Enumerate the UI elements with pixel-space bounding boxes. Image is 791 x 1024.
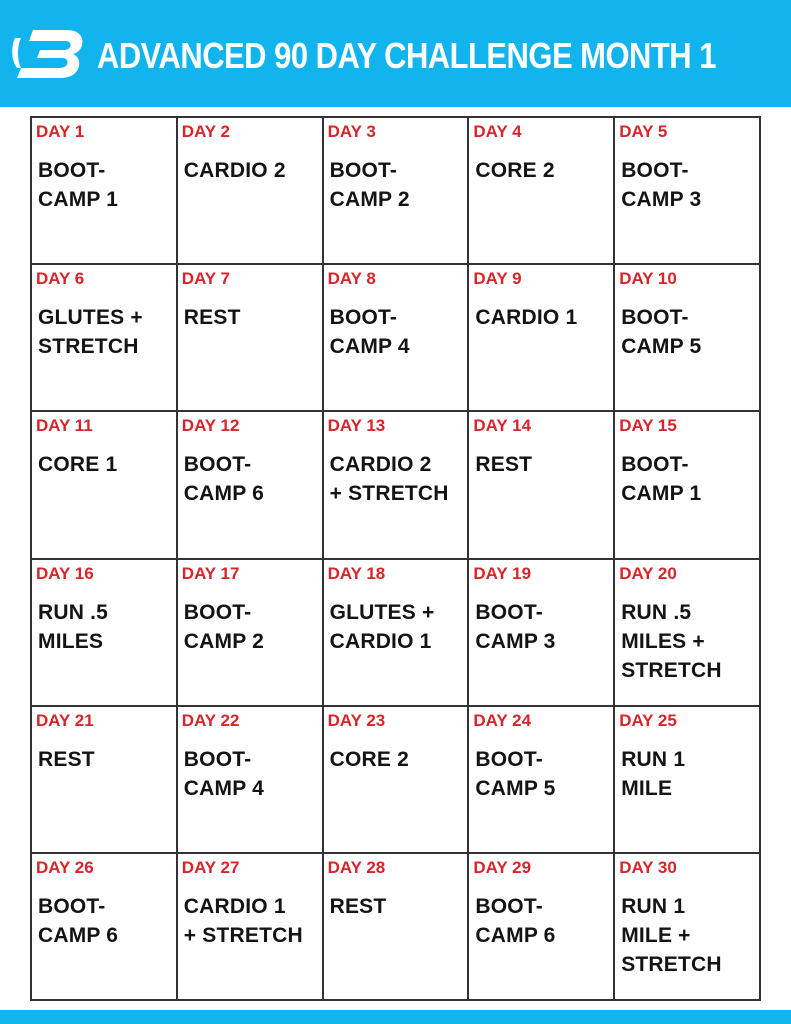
calendar-day-cell <box>324 118 470 265</box>
workout-label: GLUTES + STRETCH <box>38 306 143 359</box>
page-title: ADVANCED 90 DAY CHALLENGE MONTH 1 <box>97 35 716 76</box>
calendar-day-cell <box>615 854 761 1001</box>
workout-label: CARDIO 1 + STRETCH <box>183 894 303 947</box>
day-label: DAY 4 <box>473 122 522 141</box>
calendar-day-cell <box>324 854 470 1001</box>
day-label: DAY 29 <box>473 857 532 877</box>
calendar-day-cell <box>615 412 761 559</box>
workout-label: BOOT- CAMP 3 <box>621 159 702 211</box>
workout-label: RUN 1 MILE <box>621 747 686 800</box>
day-label: DAY 25 <box>619 710 677 730</box>
calendar-day-cell <box>178 118 324 265</box>
calendar-day-cell <box>178 707 324 854</box>
day-label: DAY 8 <box>327 269 376 289</box>
workout-label: BOOT- CAMP 5 <box>475 747 556 800</box>
day-label: DAY 22 <box>181 710 240 730</box>
calendar-day-cell <box>469 854 615 1001</box>
day-label: DAY 27 <box>181 857 240 877</box>
day-label: DAY 3 <box>327 122 376 141</box>
calendar-day-cell <box>469 265 615 412</box>
day-label: DAY 26 <box>36 857 94 877</box>
calendar-day-cell <box>324 265 470 412</box>
workout-label: BOOT- CAMP 4 <box>329 306 410 359</box>
day-label: DAY 21 <box>36 710 94 730</box>
day-label: DAY 10 <box>619 269 677 289</box>
workout-label: BOOT- CAMP 6 <box>38 894 119 947</box>
workout-label: CORE 1 <box>38 453 118 477</box>
day-label: DAY 16 <box>36 563 94 583</box>
day-label: DAY 20 <box>619 563 677 583</box>
workout-label: BOOT- CAMP 3 <box>475 600 556 653</box>
day-label: DAY 5 <box>619 122 668 141</box>
calendar-grid <box>30 116 761 1001</box>
calendar-day-cell <box>32 412 178 559</box>
day-label: DAY 28 <box>327 857 386 877</box>
workout-label: BOOT- CAMP 6 <box>475 894 556 947</box>
day-label: DAY 23 <box>327 710 386 730</box>
calendar-day-cell <box>469 412 615 559</box>
day-label: DAY 11 <box>36 416 93 436</box>
calendar-day-cell <box>32 854 178 1001</box>
day-label: DAY 12 <box>181 416 240 436</box>
workout-label: CORE 2 <box>475 159 555 182</box>
calendar-day-cell <box>615 118 761 265</box>
day-label: DAY 1 <box>36 122 85 141</box>
calendar-day-cell <box>324 560 470 707</box>
workout-label: RUN .5 MILES + STRETCH <box>621 600 722 682</box>
calendar-day-cell <box>32 707 178 854</box>
calendar-day-cell <box>615 265 761 412</box>
workout-label: BOOT- CAMP 6 <box>183 453 264 506</box>
day-label: DAY 17 <box>181 563 240 583</box>
workout-label: BOOT- CAMP 1 <box>38 159 119 211</box>
calendar-day-cell <box>469 560 615 707</box>
calendar-day-cell <box>469 707 615 854</box>
day-label: DAY 13 <box>327 416 386 436</box>
day-label: DAY 19 <box>473 563 532 583</box>
workout-label: REST <box>183 306 241 330</box>
workout-label: CARDIO 2 + STRETCH <box>329 453 449 506</box>
brand-b-logo-icon <box>11 24 87 82</box>
workout-label: BOOT- CAMP 4 <box>183 747 264 800</box>
workout-label: RUN .5 MILES <box>38 600 109 653</box>
day-label: DAY 14 <box>473 416 532 436</box>
workout-label: BOOT- CAMP 1 <box>621 453 702 506</box>
calendar-day-cell <box>178 265 324 412</box>
day-label: DAY 18 <box>327 563 386 583</box>
calendar-day-cell <box>178 854 324 1001</box>
workout-label: BOOT- CAMP 5 <box>621 306 702 359</box>
workout-label: BOOT- CAMP 2 <box>183 600 264 653</box>
day-label: DAY 24 <box>473 710 532 730</box>
calendar-day-cell <box>615 707 761 854</box>
day-label: DAY 15 <box>619 416 677 436</box>
workout-label: CARDIO 2 <box>183 159 286 182</box>
workout-label: REST <box>475 453 533 477</box>
workout-label: BOOT- CAMP 2 <box>329 159 410 211</box>
calendar-day-cell <box>32 265 178 412</box>
day-label: DAY 6 <box>36 269 85 289</box>
day-label: DAY 30 <box>619 857 677 877</box>
day-label: DAY 7 <box>181 269 230 289</box>
calendar-day-cell <box>469 118 615 265</box>
workout-label: RUN 1 MILE + STRETCH <box>621 894 722 976</box>
calendar-day-cell <box>32 560 178 707</box>
day-label: DAY 2 <box>181 122 230 141</box>
workout-label: REST <box>38 747 95 771</box>
calendar-day-cell <box>324 707 470 854</box>
calendar-day-cell <box>178 560 324 707</box>
calendar-day-cell <box>178 412 324 559</box>
calendar-day-cell <box>324 412 470 559</box>
footer-bar <box>0 1010 791 1024</box>
workout-label: REST <box>329 894 387 918</box>
calendar-day-cell <box>615 560 761 707</box>
workout-label: CARDIO 1 <box>475 306 578 330</box>
workout-label: CORE 2 <box>329 747 409 771</box>
header-banner <box>0 0 791 107</box>
day-label: DAY 9 <box>473 269 522 289</box>
calendar-day-cell <box>32 118 178 265</box>
workout-label: GLUTES + CARDIO 1 <box>329 600 435 653</box>
